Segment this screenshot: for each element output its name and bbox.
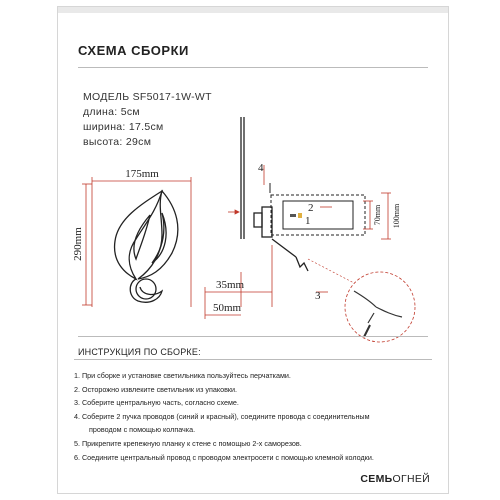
dim-plate-label: 35mm <box>216 279 245 291</box>
dim-width-label: 175mm <box>125 168 159 180</box>
lamp-front-view <box>115 191 178 302</box>
instructions-divider <box>74 359 432 360</box>
dim-depth-label: 50mm <box>213 302 242 314</box>
instructions-list <box>74 369 436 464</box>
instructions-title: ИНСТРУКЦИЯ ПО СБОРКЕ: <box>78 347 201 357</box>
mid-divider <box>78 336 428 337</box>
spec-model: МОДЕЛЬ SF5017-1W-WT <box>83 91 212 103</box>
dim-height-label: 290mm <box>72 227 84 261</box>
instruction-step: 2. Осторожно извлеките светильник из упаковки. <box>74 384 238 394</box>
wiring-detail <box>345 272 415 342</box>
callout-2: 2 <box>308 202 314 214</box>
sheet-title: СХЕМА СБОРКИ <box>78 43 189 58</box>
brand-part2: ОГНЕЙ <box>392 473 430 485</box>
callout-3: 3 <box>315 290 321 302</box>
dim-100-label: 100mm <box>392 203 401 229</box>
brand-part1: СЕМЬ <box>360 473 393 485</box>
brand-logo <box>360 473 430 485</box>
instruction-step: 6. Соедините центральный провод с проводом электросети с помощью клемной колодки. <box>74 452 374 462</box>
bracket-detail <box>270 183 365 235</box>
spec-length: длина: 5см <box>83 106 140 118</box>
callout-1: 1 <box>305 215 311 227</box>
lamp-side-view <box>241 117 308 271</box>
spec-height: высота: 29см <box>83 136 152 148</box>
instruction-step: 4. Соберите 2 пучка проводов (синий и красный), соедините провода с соединительным <box>74 411 370 421</box>
screw-icons <box>290 213 302 218</box>
instruction-sheet <box>57 6 449 494</box>
instruction-step: 5. Прикрепите крепежную планку к стене с помощью 2-х саморезов. <box>74 438 302 448</box>
spec-width: ширина: 17.5см <box>83 121 164 133</box>
instruction-step-continuation: проводом с помощью колпачка. <box>89 425 196 435</box>
dim-70-label: 70mm <box>373 204 382 226</box>
callout-4: 4 <box>258 162 264 174</box>
instruction-step: 1. При сборке и установке светильника пользуйтесь перчатками. <box>74 371 291 380</box>
instruction-step: 3. Соберите центральную часть, согласно схеме. <box>74 398 239 408</box>
